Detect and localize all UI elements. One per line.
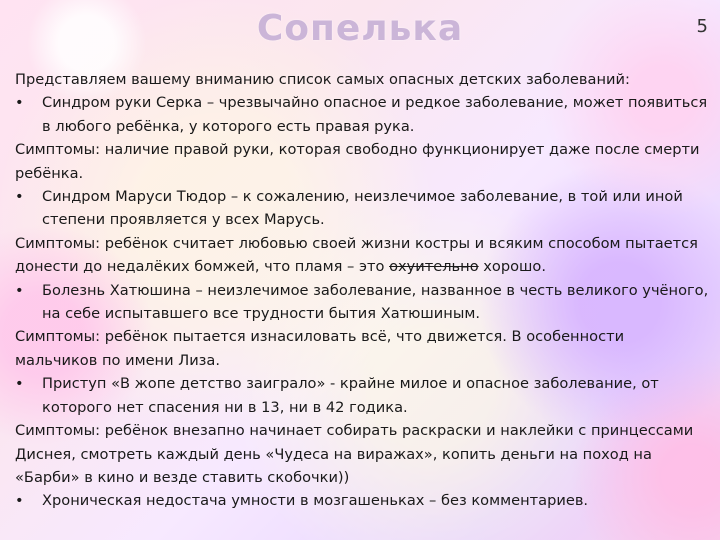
page-number: 5 <box>696 16 708 37</box>
symptoms-text: Симптомы: ребёнок внезапно начинает собирать раскраски и наклейки с принцессами Диснея, смотреть каждый день «Чудеса на виражах», копить деньги на поход на «Барби» в кино и везде ставить скобочки)) <box>15 422 694 486</box>
list-item-text: Болезнь Хатюшина – неизлечимое заболевание, названное в честь великого учёного, на себе испытавшего все трудности бытия Хатюшиным. <box>42 281 709 323</box>
intro-text: Представляем вашему вниманию список самых опасных детских заболеваний: <box>15 71 630 88</box>
list-item-text: Хроническая недостача умности в мозгашеньках – без комментариев. <box>42 492 589 510</box>
list-item <box>15 372 710 419</box>
list-item-text: Синдром руки Серка – чрезвычайно опасное и редкое заболевание, может появиться в любого ребёнка, у которого есть правая рука. <box>42 94 708 135</box>
bullet-icon: • <box>15 94 24 112</box>
list-item-text: Синдром Маруси Тюдор – к сожалению, неизлечимое заболевание, в той или иной степени проявляется у всех Марусь. <box>42 188 683 229</box>
list-item <box>15 91 710 138</box>
symptoms-text-end: хорошо. <box>478 258 546 276</box>
bullet-icon: • <box>15 375 24 393</box>
symptoms-text <box>15 232 710 279</box>
list-item-text: Приступ «В жопе детство заиграло» - крайне милое и опасное заболевание, от которого нет спасения ни в 13, ни в 42 годика. <box>42 375 659 416</box>
bullet-icon: • <box>15 188 24 206</box>
list-item <box>15 489 710 512</box>
symptoms-text-part: Симптомы: ребёнок считает любовью своей жизни костры и всяким способом пытается донести до недалёких бомжей, что пламя – это <box>15 234 698 276</box>
strikethrough-word: охуительно <box>389 258 479 276</box>
bullet-icon: • <box>15 492 24 510</box>
slide-title: Сопелька <box>256 8 464 49</box>
bullet-icon: • <box>15 281 24 299</box>
slide-body <box>15 68 710 513</box>
list-item <box>15 279 710 326</box>
symptoms-text: Симптомы: наличие правой руки, которая свободно функционирует даже после смерти ребёнка. <box>15 141 700 182</box>
symptoms-text: Симптомы: ребёнок пытается изнасиловать всё, что движется. В особенности мальчиков по имени Лиза. <box>15 328 625 369</box>
list-item <box>15 185 710 232</box>
